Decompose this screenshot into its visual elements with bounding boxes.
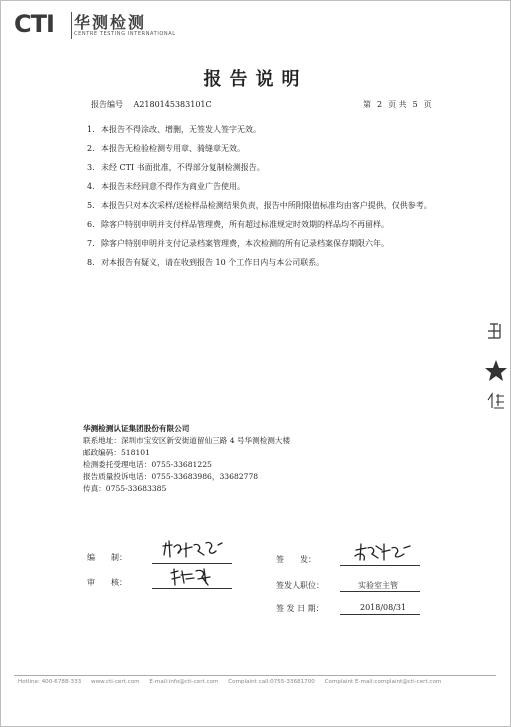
logo <box>14 10 54 38</box>
seal-fragment-icon <box>484 322 508 418</box>
editor-line <box>152 563 232 564</box>
footer-complaint-email[interactable]: Complaint E-mail:complaint@cti-cert.com <box>324 679 442 685</box>
page-mid: 页 共 <box>388 100 407 109</box>
company-name: 华测检测认证集团股份有限公司 <box>83 424 190 433</box>
list-item: 6. 除客户特别申明并支付样品管理费，所有超过标准规定时效期的样品均不再留样。 <box>87 220 389 229</box>
report-number <box>91 99 212 110</box>
page-current: 2 <box>377 100 383 109</box>
list-item: 7. 除客户特别申明并支付记录档案管理费，本次检测的所有记录档案保存期限六年。 <box>87 239 389 248</box>
editor-signature-icon <box>160 537 226 561</box>
company-postcode: 邮政编码：518101 <box>83 448 150 457</box>
list-item: 2. 本报告无检验检测专用章、骑缝章无效。 <box>87 144 245 153</box>
editor-label: 编 制： <box>87 553 127 562</box>
footer <box>18 679 449 685</box>
logo-chinese: 华测检测 <box>74 13 147 32</box>
list-item: 1. 本报告不得涂改、增删，无签发人签字无效。 <box>87 125 261 134</box>
issuer-position-line <box>340 591 420 592</box>
issuer-line <box>340 565 420 566</box>
issue-date-line <box>340 614 420 615</box>
company-hotline: 检测委托受理电话：0755-33681225 <box>83 460 212 469</box>
issuer-position-label: 签发人职位： <box>276 581 324 590</box>
logo-divider <box>71 12 72 39</box>
company-fax: 传真：0755-33683385 <box>83 484 167 493</box>
page-indicator <box>360 99 435 110</box>
page-total: 5 <box>412 100 418 109</box>
footer-complaint-call: Complaint call:0755-33681700 <box>228 679 315 685</box>
issue-date-label: 签 发 日 期： <box>276 604 324 613</box>
page-prefix: 第 <box>363 100 371 109</box>
list-item: 5. 本报告只对本次采样/送检样品检测结果负责，报告中所附限值标准均由客户提供，仅供参考。 <box>87 201 432 210</box>
footer-web-link[interactable]: www.cti-cert.com <box>91 679 140 685</box>
report-number-value: A2180145383101C <box>133 100 212 109</box>
reviewer-signature-icon <box>168 565 214 589</box>
issue-date-value: 2018/08/31 <box>360 603 407 612</box>
company-complaint: 报告质量投诉电话：0755-33683986，33682778 <box>83 472 259 481</box>
footer-divider <box>14 675 496 676</box>
company-address: 联系地址：深圳市宝安区新安街道留仙三路 4 号华测检测大楼 <box>83 436 291 445</box>
footer-hotline: Hotline: 400-6788-333 <box>18 679 82 685</box>
page-title: 报告说明 <box>203 69 308 90</box>
logo-brand: CTI <box>14 10 54 38</box>
issuer-position-value: 实验室主管 <box>358 581 398 590</box>
statement-list <box>87 124 432 276</box>
issuer-label: 签 发： <box>276 555 316 564</box>
reviewer-label: 审 核： <box>87 578 127 587</box>
list-item: 4. 本报告未经同意不得作为商业广告使用。 <box>87 182 245 191</box>
footer-email-link[interactable]: E-mail:info@cti-cert.com <box>149 679 219 685</box>
list-item: 8. 对本报告有疑义，请在收到报告 10 个工作日内与本公司联系。 <box>87 258 325 267</box>
list-item: 3. 未经 CTI 书面批准，不得部分复制检测报告。 <box>87 163 265 172</box>
page-suffix: 页 <box>423 100 432 109</box>
company-info <box>83 423 290 495</box>
issuer-signature-icon <box>352 540 414 564</box>
logo-english: CENTRE TESTING INTERNATIONAL <box>74 31 176 37</box>
report-number-label: 报告编号 <box>91 100 123 109</box>
